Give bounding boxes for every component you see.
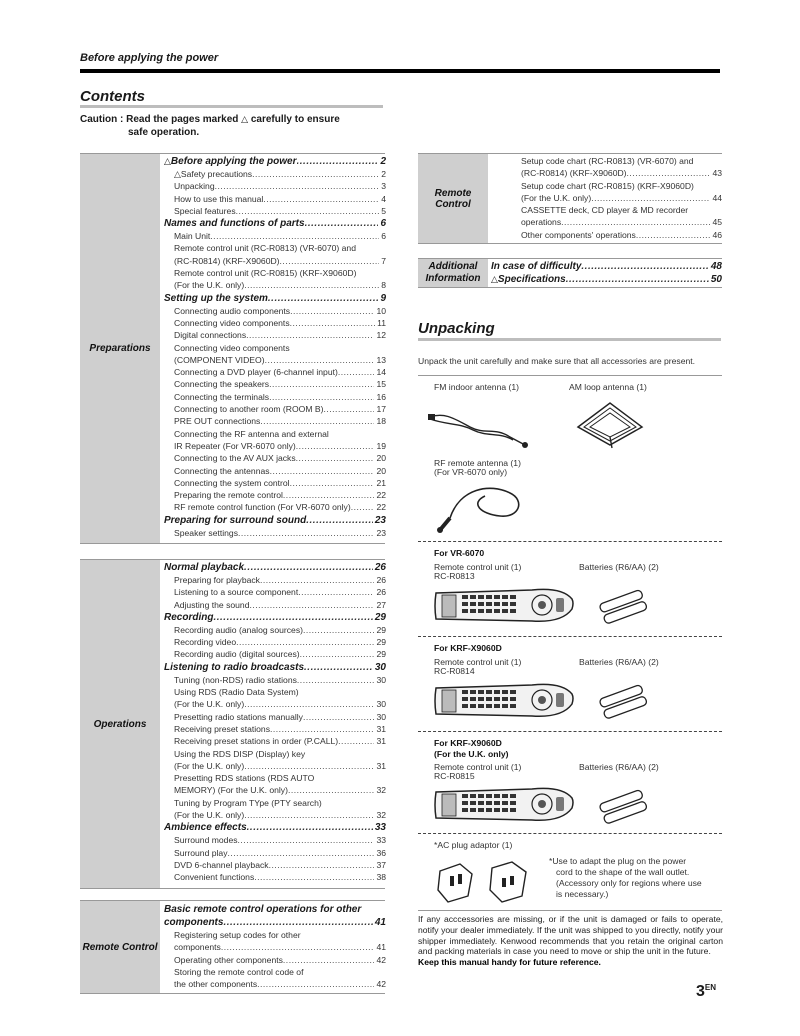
- toc-page-number: 4: [381, 193, 386, 204]
- toc-page-number: 33: [374, 822, 386, 834]
- toc-page-number: 42: [376, 954, 386, 965]
- toc-entry: components ..... 41: [164, 941, 386, 953]
- krf-uk-heading-1: For KRF-X9060D: [434, 738, 502, 748]
- toc-entry: Connecting the antennas ..... 20: [164, 465, 386, 477]
- toc-entry: Preparing for surround sound ..... 23: [164, 514, 386, 527]
- toc-page-number: 29: [376, 649, 386, 660]
- divider-3: [418, 731, 722, 732]
- toc-page-number: 26: [376, 575, 386, 585]
- toc-entry: In case of difficulty ..... 48: [491, 260, 722, 273]
- warning-icon: △: [174, 169, 181, 179]
- ac-note-2: cord to the shape of the wall outlet.: [556, 867, 690, 877]
- toc-page-number: 33: [376, 835, 386, 846]
- toc-page-number: 36: [376, 847, 386, 858]
- unpacking-title: Unpacking: [418, 320, 495, 337]
- toc-entry: (For the U.K. only) ..... 32: [164, 809, 386, 821]
- toc-operations: [164, 561, 386, 884]
- remote-control-icon-2: [432, 680, 576, 722]
- model-rc0813: RC-R0813: [434, 571, 475, 581]
- toc-entry: Connecting video components ..... 11: [164, 317, 386, 329]
- caution-note: [80, 113, 380, 139]
- toc-entry: Receiving preset stations ..... 31: [164, 723, 386, 735]
- toc-page-number: 32: [376, 810, 386, 821]
- toc-entry: Speaker settings ..... 23: [164, 527, 386, 539]
- toc-page-number: 20: [376, 465, 386, 476]
- toc-entry: Surround modes ..... 33: [164, 834, 386, 846]
- ac-note-4: is necessary.): [556, 889, 609, 899]
- toc-entry: Preparing for playback ..... 26: [164, 574, 386, 586]
- section-label-additional: Additional Information: [418, 258, 488, 288]
- toc-entry: Unpacking ..... 3: [164, 180, 386, 192]
- toc-entry: IR Repeater (For VR-6070 only) ..... 19: [164, 440, 386, 452]
- toc-page-number: 44: [712, 192, 722, 203]
- ac-note-1: *Use to adapt the plug on the power: [549, 856, 687, 866]
- toc-page-number: 41: [374, 917, 386, 928]
- toc-page-number: 19: [376, 440, 386, 451]
- toc-entry: Remote control unit (RC-R0815) (KRF-X9060D): [174, 268, 357, 279]
- caution-text-1b: carefully to ensure: [250, 114, 340, 125]
- toc-page-number: 23: [374, 514, 386, 526]
- model-rc0814: RC-R0814: [434, 666, 475, 676]
- contents-title: Contents: [80, 88, 145, 105]
- toc-page-number: 31: [376, 736, 386, 747]
- remote-control-icon: [432, 585, 576, 627]
- toc-entry: Connecting video components: [174, 342, 290, 353]
- toc-entry: Names and functions of parts ..... 6: [164, 217, 386, 230]
- warning-icon: △: [491, 274, 498, 284]
- toc-entry: Normal playback ..... 26: [164, 561, 386, 574]
- warning-icon: △: [241, 114, 249, 124]
- toc-entry: Preparing the remote control ..... 22: [164, 489, 386, 501]
- toc-entry: How to use this manual ..... 4: [164, 193, 386, 205]
- toc-page-number: 2: [381, 169, 386, 179]
- toc-entry: MEMORY) (For the U.K. only) ..... 32: [164, 784, 386, 796]
- toc-entry: △ Specifications ..... 50: [491, 273, 722, 286]
- toc-entry: (For the U.K. only) ..... 31: [164, 760, 386, 772]
- toc-page-number: 13: [376, 354, 386, 365]
- toc-entry: Connecting audio components ..... 10: [164, 305, 386, 317]
- toc-additional: [491, 260, 722, 286]
- model-rc0815: RC-R0815: [434, 771, 475, 781]
- toc-entry: Remote control unit (RC-R0813) (VR-6070) and: [174, 243, 356, 254]
- toc-page-number: 46: [712, 229, 722, 240]
- toc-entry: △ Before applying the power ..... 2: [164, 155, 386, 168]
- toc-page-number: 30: [374, 661, 386, 673]
- section-label-operations: Operations: [80, 559, 160, 889]
- toc-page-number: 9: [380, 292, 386, 304]
- toc-page-number: 12: [376, 330, 386, 341]
- toc-entry: (For the U.K. only) ..... 8: [164, 279, 386, 291]
- toc-page-number: 23: [376, 527, 386, 538]
- toc-entry: Storing the remote control code of: [174, 966, 304, 977]
- toc-entry: Listening to radio broadcasts ..... 30: [164, 661, 386, 674]
- toc-page-number: 29: [376, 624, 386, 635]
- remote-unit-label-2: Remote control unit (1): [434, 657, 522, 667]
- toc-page-number: 22: [376, 502, 386, 513]
- section-label-preparations: Preparations: [80, 153, 160, 544]
- vr6070-heading: For VR-6070: [434, 548, 485, 558]
- krf-heading: For KRF-X9060D: [434, 643, 502, 653]
- toc-page-number: 7: [381, 255, 386, 266]
- toc-page-number: 16: [376, 391, 386, 402]
- rf-antenna-label-1: RF remote antenna (1): [434, 458, 521, 468]
- toc-page-number: 15: [376, 379, 386, 390]
- am-loop-antenna-icon: [570, 395, 650, 450]
- batteries-icon-2: [596, 683, 652, 719]
- toc-entry: Recording audio (analog sources) ..... 29: [164, 624, 386, 636]
- unpacking-rule: [418, 338, 721, 341]
- toc-entry: Connecting to the AV AUX jacks ..... 20: [164, 452, 386, 464]
- toc-entry: Other components' operations ..... 46: [511, 229, 722, 241]
- toc-entry: Registering setup codes for other: [174, 930, 301, 940]
- toc-entry: (For the U.K. only) ..... 30: [164, 698, 386, 710]
- divider-2: [418, 636, 722, 637]
- toc-entry: components ..... 41: [164, 916, 386, 929]
- warning-icon: △: [164, 156, 171, 166]
- toc-entry: Recording ..... 29: [164, 611, 386, 624]
- toc-entry: Digital connections ..... 12: [164, 329, 386, 341]
- toc-entry: the other components ..... 42: [164, 978, 386, 990]
- toc-entry: △ Safety precautions ..... 2: [164, 168, 386, 180]
- toc-entry: (RC-R0814) (KRF-X9060D) ..... 43: [511, 167, 722, 179]
- remote-unit-label-1: Remote control unit (1): [434, 562, 522, 572]
- rf-antenna-label-2: (For VR-6070 only): [434, 467, 508, 477]
- toc-entry: Operating other components ..... 42: [164, 954, 386, 966]
- header-rule: [80, 69, 720, 73]
- batteries-icon: [596, 588, 652, 624]
- toc-entry: Setup code chart (RC-R0815) (KRF-X9060D): [521, 180, 694, 191]
- toc-entry: Connecting the system control ..... 21: [164, 477, 386, 489]
- ac-note-3: (Accessory only for regions where use: [556, 878, 702, 888]
- toc-entry: Presetting radio stations manually ..... 30: [164, 711, 386, 723]
- toc-entry: Surround play ..... 36: [164, 847, 386, 859]
- toc-page-number: 8: [381, 280, 386, 291]
- toc-entry: Ambience effects ..... 33: [164, 821, 386, 834]
- batteries-label-1: Batteries (R6/AA) (2): [579, 562, 659, 572]
- toc-page-number: 30: [376, 674, 386, 685]
- ac-adaptor-label: *AC plug adaptor (1): [434, 840, 513, 850]
- accessories-notice-text: If any acccessories are missing, or if the unit is damaged or fails to operate, notify your dealer immediately. If the unit was shipped to you directly, notify your shipper immediately. Kenwood recommends that you retain the original carton and packing materials in case you need to move or ship the unit in the future.: [418, 914, 723, 957]
- toc-page-number: 17: [376, 404, 386, 415]
- toc-entry: Tuning (non-RDS) radio stations ..... 30: [164, 674, 386, 686]
- toc-page-number: 20: [376, 453, 386, 464]
- toc-page-number: 3: [381, 181, 386, 192]
- toc-entry: Recording video ..... 29: [164, 636, 386, 648]
- toc-entry: Tuning by Program TYpe (PTY search): [174, 797, 322, 808]
- toc-entry: Connecting to another room (ROOM B) ..... 17: [164, 403, 386, 415]
- remote-unit-label-3: Remote control unit (1): [434, 762, 522, 772]
- toc-page-number: 32: [376, 785, 386, 796]
- toc-entry: CASSETTE deck, CD player & MD recorder: [521, 205, 689, 216]
- toc-entry: Convenient functions ..... 38: [164, 871, 386, 883]
- toc-entry: PRE OUT connections ..... 18: [164, 415, 386, 427]
- toc-entry: Special features ..... 5: [164, 205, 386, 217]
- toc-page-number: 30: [376, 699, 386, 710]
- batteries-label-2: Batteries (R6/AA) (2): [579, 657, 659, 667]
- toc-entry: RF remote control function (For VR-6070 only) ..... 22: [164, 501, 386, 513]
- accessories-notice: [418, 914, 723, 968]
- toc-entry: Presetting RDS stations (RDS AUTO: [174, 773, 315, 784]
- toc-page-number: 37: [376, 859, 386, 870]
- toc-page-number: 45: [712, 217, 722, 228]
- toc-entry: Receiving preset stations in order (P.CALL) ..... 31: [164, 735, 386, 747]
- toc-entry: Connecting the RF antenna and external: [174, 428, 329, 439]
- unpacking-intro: Unpack the unit carefully and make sure that all accessories are present.: [418, 356, 696, 366]
- contents-rule: [80, 105, 383, 108]
- toc-entry: Main Unit ..... 6: [164, 230, 386, 242]
- toc-page-number: 27: [376, 599, 386, 610]
- toc-entry: Basic remote control operations for other: [164, 904, 362, 915]
- toc-entry: Recording audio (digital sources) ..... 29: [164, 648, 386, 660]
- divider-1: [418, 541, 722, 542]
- toc-page-number: 6: [381, 231, 386, 242]
- batteries-label-3: Batteries (R6/AA) (2): [579, 762, 659, 772]
- section-label-remote-control: Remote Control: [80, 900, 160, 994]
- page-number: $3^{EN}$: [696, 983, 717, 1000]
- toc-page-number: 5: [381, 205, 386, 216]
- divider-4: [418, 833, 722, 834]
- toc-entry: Setup code chart (RC-R0813) (VR-6070) and: [521, 156, 694, 166]
- toc-page-number: 18: [376, 416, 386, 427]
- toc-page-number: 11: [377, 317, 386, 328]
- toc-page-number: 10: [376, 305, 386, 316]
- toc-entry: Setting up the system ..... 9: [164, 292, 386, 305]
- keep-manual-note: Keep this manual handy for future reference.: [418, 957, 601, 968]
- caution-text-1: Caution : Read the pages marked: [80, 114, 239, 125]
- am-antenna-label: AM loop antenna (1): [569, 382, 647, 392]
- toc-page-number: 2: [380, 156, 386, 167]
- toc-entry: Connecting a DVD player (6-channel input) ..... 14: [164, 366, 386, 378]
- toc-remote-control: [164, 903, 386, 990]
- krf-uk-heading-2: (For the U.K. only): [434, 749, 509, 759]
- running-header: Before applying the power: [80, 52, 219, 64]
- toc-page-number: 26: [376, 587, 386, 598]
- toc-remote-control-right: [511, 155, 722, 241]
- toc-entry: DVD 6-channel playback ..... 37: [164, 859, 386, 871]
- toc-page-number: 42: [376, 979, 386, 990]
- toc-page-number: 31: [376, 760, 386, 771]
- ac-plug-adaptor-icon: [430, 856, 540, 908]
- toc-page-number: 6: [380, 218, 386, 230]
- toc-entry: (For the U.K. only) ..... 44: [511, 192, 722, 204]
- toc-page-number: 22: [376, 490, 386, 501]
- toc-page-number: 50: [710, 274, 722, 285]
- toc-page-number: 29: [374, 611, 386, 623]
- toc-page-number: 21: [376, 477, 386, 488]
- fm-antenna-label: FM indoor antenna (1): [434, 382, 520, 392]
- toc-page-number: 14: [376, 367, 386, 378]
- remote-control-icon-3: [432, 784, 576, 826]
- toc-preparations: [164, 155, 386, 539]
- batteries-icon-3: [596, 788, 652, 824]
- toc-entry: Connecting the speakers ..... 15: [164, 378, 386, 390]
- toc-page-number: 26: [374, 562, 386, 573]
- toc-page-number: 43: [712, 168, 722, 179]
- toc-page-number: 41: [376, 942, 386, 953]
- rf-antenna-icon: [430, 478, 540, 538]
- toc-entry: (COMPONENT VIDEO) ..... 13: [164, 354, 386, 366]
- toc-page-number: 48: [710, 261, 722, 272]
- toc-entry: operations ..... 45: [511, 216, 722, 228]
- toc-entry: Using RDS (Radio Data System): [174, 687, 299, 698]
- toc-page-number: 38: [376, 872, 386, 883]
- toc-page-number: 31: [376, 723, 386, 734]
- fm-antenna-icon: [425, 397, 535, 457]
- caution-text-2: safe operation.: [128, 127, 200, 138]
- toc-page-number: 30: [376, 711, 386, 722]
- toc-page-number: 29: [376, 637, 386, 648]
- toc-entry: Adjusting the sound ..... 27: [164, 599, 386, 611]
- section-label-remote-control-right: Remote Control: [418, 153, 488, 244]
- toc-entry: Using the RDS DISP (Display) key: [174, 748, 306, 759]
- toc-entry: Connecting the terminals ..... 16: [164, 391, 386, 403]
- toc-entry: (RC-R0814) (KRF-X9060D) ..... 7: [164, 255, 386, 267]
- toc-entry: Listening to a source component ..... 26: [164, 586, 386, 598]
